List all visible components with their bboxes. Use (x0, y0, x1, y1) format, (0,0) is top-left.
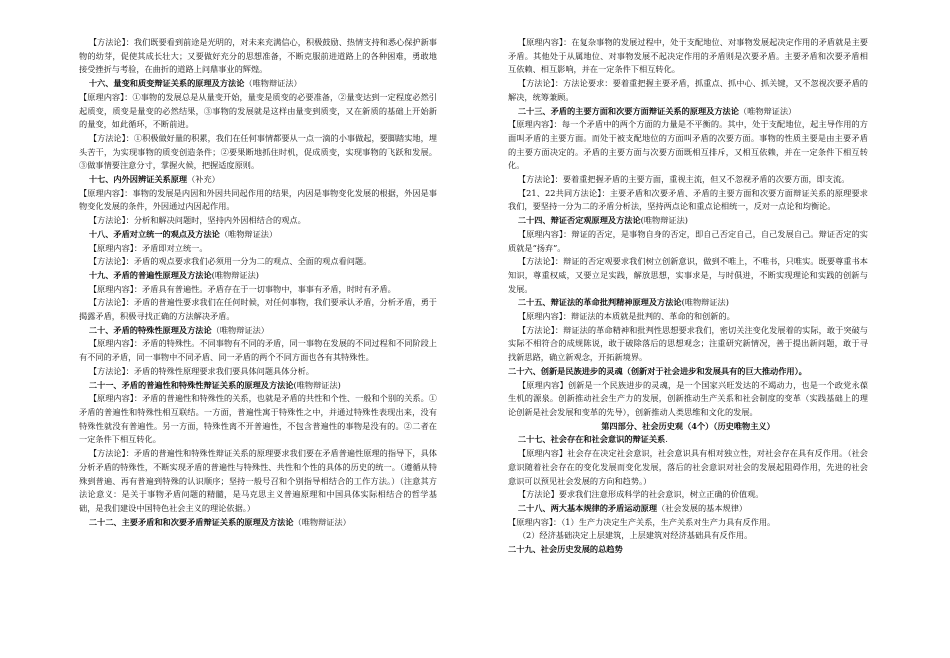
heading-note: （唯物辩证法） (219, 228, 278, 239)
section-heading (508, 502, 868, 516)
left-column (79, 36, 437, 529)
section-heading (508, 105, 868, 119)
heading-note: （唯物辩证法） (211, 324, 269, 335)
heading-note: (唯物辩证法) (640, 215, 688, 226)
heading-text: 二十七、社会存在和社会意识的辩证关系 (517, 434, 666, 445)
paragraph: 【方法论】：方法论要求：要着重把握主要矛盾，抓重点、抓中心、抓关键，又不忽视次要矛盾的解决，统筹兼顾。 (508, 78, 868, 102)
section-heading (79, 77, 437, 91)
paragraph: 【原理内容】：矛盾的特殊性。不同事物有不同的矛盾，同一事物在发展的不同过程和不同阶段上有不同的矛盾，同一事物中不同矛盾、同一矛盾的两个不同方面也各有其特殊性。 (79, 338, 437, 363)
heading-text: 二十、矛盾的特殊性原理及方法论 (88, 324, 212, 335)
paragraph: 【方法论】：辩证的否定观要求我们树立创新意识，做到不唯上，不唯书，只唯实。既要尊重书本知识，尊重权威，又要立足实践，解放思想，实事求是，与时俱进，不断实现理论和实践的创新与发展。 (508, 256, 868, 294)
section-heading (79, 228, 437, 242)
paragraph: 【原理内容】：（1）生产力决定生产关系，生产关系对生产力具有反作用。 (508, 516, 776, 527)
heading-note: （唯物辩证法） (738, 105, 797, 116)
section-heading (508, 433, 868, 447)
heading-text: 十八、矛盾对立统一的观点及方法论 (88, 228, 220, 239)
paragraph: 【方法论】：①积极做好量的积累，我们在任何事情都要从一点一滴的小事做起，要脚踏实地，埋头苦干，为实现事物的质变创造条件；②要果断地抓住时机，促成质变，实现事物的飞跃和发展。③做事情要注意分寸，掌握火候，把握适度原则。 (79, 132, 437, 171)
section-heading (79, 269, 437, 283)
paragraph: 【原理内容】：①事物的发展总是从量变开始，量变是质变的必要准备，②量变达到一定程度必然引起质变，质变是量变的必然结果，③事物的发展就是这样由量变到质变，又在新质的基础上开始新的量变，如此循环，不断前进。 (79, 91, 437, 130)
heading-text: 十九、矛盾的普遍性原理及方法论 (88, 269, 212, 280)
paragraph: 【原理内容】：辩证的否定，是事物自身的否定，即自己否定自己，自己发展自己。辩证否定的实质就是“扬弃”。 (508, 228, 868, 253)
paragraph: 【方法论】要求我们注意形成科学的社会意识，树立正确的价值观。 (517, 489, 764, 500)
section-heading (508, 214, 868, 228)
heading-text: 十七、内外因辨证关系原理 (88, 174, 188, 185)
heading-text: 十六、量变和质变辩证关系的原理及方法论 (88, 78, 245, 89)
heading-text: 二十二、主要矛盾和和次要矛盾辩证关系的原理及方法论 (88, 516, 294, 527)
paragraph: 【方法论】：辩证法的革命精神和批判性思想要求我们，密切关注变化发展着的实际，敢于突破与实际不相符合的成规陈说，敢于破除落后的思想观念；注重研究新情况，善于提出新问题，敢于寻找新思路，确立新观念，开拓新境界。 (508, 324, 868, 363)
paragraph: 【原理内容】：矛盾即对立统一。 (88, 242, 208, 253)
section-heading (508, 365, 868, 379)
paragraph: 【方法论】：分析和解决问题时，坚持内外因相结合的观点。 (88, 215, 306, 226)
heading-note: （唯物辩证法） (244, 78, 302, 89)
section-heading (508, 420, 868, 434)
heading-note: （唯物辩证法） (293, 516, 351, 527)
paragraph: 【原理内容】：辩证法的本质就是批判的、革命的和创新的。 (517, 311, 735, 322)
paragraph: 【原理内容】：矛盾具有普遍性。矛盾存在于一切事物中，事事有矛盾，时时有矛盾。 (88, 283, 396, 294)
section-heading (79, 324, 437, 338)
heading-text: 第四部分、社会历史观（4个）（历史唯物主义） (601, 420, 775, 431)
paragraph: 【原理内容】：矛盾的普遍性和特殊性的关系，也就是矛盾的共性和个性、一般和个别的关系。①矛盾的普遍性和特殊性相互联结。一方面，普遍性寓于特殊性之中，并通过特殊性表现出来，没有特殊性就没有普遍性。另一方面，特殊性离不开普遍性，不包含普遍性的事物是没有的。②二者在一定条件下相互转化。 (79, 393, 437, 445)
paragraph: 【原理内容】创新是一个民族进步的灵魂，是一个国家兴旺发达的不竭动力，也是一个政党永葆生机的源泉。创新推动社会生产力的发展，创新推动生产关系和社会制度的变革（实践基础上的理论创新是社会发展和变革的先导），创新推动人类思维和文化的发展。 (508, 379, 868, 417)
heading-text: 二十九、社会历史发展的总趋势 (508, 544, 623, 555)
paragraph: 【原理内容】社会存在决定社会意识，社会意识具有相对独立性，对社会存在具有反作用。（社会意识随着社会存在的变化发展而变化发展，落后的社会意识对社会的发展起阻碍作用，先进的社会意识可以预见社会发展的方向和趋势。） (508, 448, 868, 486)
paragraph: 【原理内容】：事物的发展是内因和外因共同起作用的结果，内因是事物变化发展的根据，外因是事物变化发展的条件，外因通过内因起作用。 (79, 187, 437, 212)
heading-text: 二十四、辩证否定观原理及方法论 (517, 215, 641, 226)
section-heading (79, 173, 437, 187)
heading-note: (唯物辩证法) (293, 379, 341, 390)
section-heading (79, 516, 437, 530)
paragraph: 【方法论】：要着重把握矛盾的主要方面，重视主流，但又不忽视矛盾的次要方面，即支流。 (517, 174, 850, 185)
paragraph: 【方法论】：矛盾的普遍性和特殊性辩证关系的原理要求我们要在矛盾普遍性原理的指导下，具体分析矛盾的特殊性，不断实现矛盾的普遍性与特殊性、共性和个性的具体的历史的统一。（遵循从特殊到普遍、再有普遍到特殊的认识顺序；坚持一般号召和个别指导相结合的工作方法。）（注意其方法论意义：是关于事物矛盾问题的精髓，是马克思主义普遍原理和中国具体实际相结合的哲学基础，是我们建设中国特色社会主义的理论依据。） (79, 448, 437, 513)
section-heading (508, 543, 868, 557)
paragraph: 【原理内容】：在复杂事物的发展过程中，处于支配地位、对事物发展起决定作用的矛盾就是主要矛盾。其他处于从属地位、对事物发展不起决定作用的矛盾则是次要矛盾。主要矛盾和次要矛盾相互依赖、相互影响，并在一定条件下相互转化。 (508, 37, 868, 75)
paragraph: 【方法论】：矛盾的普遍性要求我们在任何时候，对任何事物，我们要承认矛盾，分析矛盾，勇于揭露矛盾，积极寻找正确的方法解决矛盾。 (79, 297, 437, 322)
heading-note: . (665, 434, 668, 445)
section-heading (79, 379, 437, 393)
paragraph: 【方法论】：矛盾的观点要求我们必须用一分为二的观点、全面的观点看问题。 (88, 256, 372, 267)
heading-note: （补充） (187, 174, 220, 185)
heading-note: （社会发展的基本规律） (657, 502, 748, 513)
right-column (508, 36, 868, 557)
paragraph: 【21、22共同方法论】：主要矛盾和次要矛盾、矛盾的主要方面和次要方面辩证关系的原理要求我们，要坚持一分为二的矛盾分析法，坚持两点论和重点论相统一，反对一点论和均衡论。 (508, 187, 868, 212)
section-heading (508, 296, 868, 310)
heading-text: 二十六、创新是民族进步的灵魂（创新对于社会进步和发展具有的巨大推动作用）。 (508, 365, 807, 376)
heading-note: (唯物辩证法) (211, 269, 259, 280)
paragraph: 【方法论】：我们既要看到前途是光明的，对未来充满信心，积极鼓励、热情支持和悉心保护新事物的幼芽，促使其成长壮大；又要做好充分的思想准备，不断克服前进道路上的各种困难，勇敢地接受挫折与考验，在曲折的道路上问鼎事业的辉煌。 (79, 37, 437, 75)
paragraph: 【方法论】：矛盾的特殊性原理要求我们要具体问题具体分析。 (88, 365, 314, 376)
paragraph: （2）经济基础决定上层建筑，上层建筑对经济基础具有反作用。 (517, 530, 753, 541)
heading-text: 二十一、矛盾的普遍性和特殊性辩证关系的原理及方法论 (88, 379, 294, 390)
heading-text: 二十三、矛盾的主要方面和次要方面辩证关系的原理及方法论 (517, 105, 739, 116)
heading-text: 二十五、辩证法的革命批判精神原理及方法论 (517, 297, 682, 308)
heading-text: 二十八、两大基本规律的矛盾运动原理 (517, 502, 658, 513)
heading-note: (唯物辩证法) (681, 297, 729, 308)
paragraph: 【原理内容】：每一个矛盾中的两个方面的力量是不平衡的。其中，处于支配地位，起主导作用的方面叫矛盾的主要方面。而处于被支配地位的方面叫矛盾的次要方面。事物的性质主要是由主要矛盾的主要方面决定的。矛盾的主要方面与次要方面既相互排斥，又相互依赖，并在一定条件下相互转化。 (508, 119, 868, 171)
